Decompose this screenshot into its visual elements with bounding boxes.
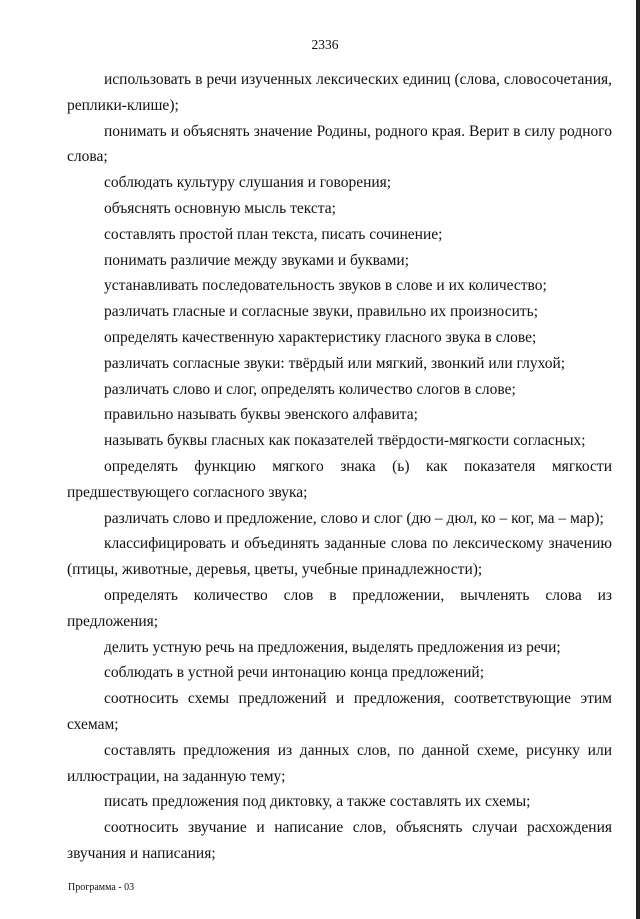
list-item: различать гласные и согласные звуки, правильно их произносить; bbox=[104, 303, 539, 321]
list-item: объяснять основную мысль текста; bbox=[104, 199, 336, 217]
list-item: понимать и объяснять значение Родины, родного края. Верит в силу родного слова; bbox=[67, 122, 612, 166]
page-number: 2336 bbox=[311, 37, 339, 52]
list-item: использовать в речи изученных лексических единиц (слова, словосочетания, реплики-клише); bbox=[67, 71, 612, 114]
list-item: делить устную речь на предложения, выделять предложения из речи; bbox=[104, 638, 561, 656]
list-item: соотносить схемы предложений и предложения, соответствующие этим схемам; bbox=[67, 690, 612, 733]
list-item: соблюдать в устной речи интонацию конца предложений; bbox=[104, 664, 485, 682]
list-item: различать согласные звуки: твёрдый или мягкий, звонкий или глухой; bbox=[104, 354, 566, 372]
document-body bbox=[67, 67, 612, 867]
list-item: писать предложения под диктовку, а также составлять их схемы; bbox=[104, 793, 531, 811]
scan-edge bbox=[636, 0, 640, 919]
list-item: различать слово и слог, определять количество слогов в слове; bbox=[104, 380, 516, 398]
list-item: соотносить звучание и написание слов, объяснять случаи расхождения звучания и написания; bbox=[67, 819, 612, 862]
list-item: определять качественную характеристику гласного звука в слове; bbox=[104, 328, 537, 346]
list-item: соблюдать культуру слушания и говорения; bbox=[104, 174, 392, 192]
list-item: определять количество слов в предложении, вычленять слова из предложения; bbox=[67, 586, 612, 630]
list-item: классифицировать и объединять заданные слова по лексическому значению (птицы, животные, деревья, цветы, учебные принадлежности); bbox=[67, 535, 612, 579]
list-item: различать слово и предложение, слово и слог (дю – дюл, ко – ког, ма – мар); bbox=[104, 509, 604, 527]
list-item: составлять предложения из данных слов, по данной схеме, рисунку или иллюстрации, на заданную тему; bbox=[67, 741, 612, 785]
list-item: определять функцию мягкого знака (ь) как показателя мягкости предшествующего согласного звука; bbox=[67, 457, 612, 501]
list-item: правильно называть буквы эвенского алфавита; bbox=[104, 406, 418, 424]
list-item: устанавливать последовательность звуков в слове и их количество; bbox=[104, 277, 547, 295]
list-item: понимать различие между звуками и буквами; bbox=[104, 251, 410, 269]
list-item: называть буквы гласных как показателей твёрдости-мягкости согласных; bbox=[104, 432, 586, 450]
footer-label: Программа - 03 bbox=[68, 882, 135, 893]
list-item: составлять простой план текста, писать сочинение; bbox=[104, 225, 443, 243]
